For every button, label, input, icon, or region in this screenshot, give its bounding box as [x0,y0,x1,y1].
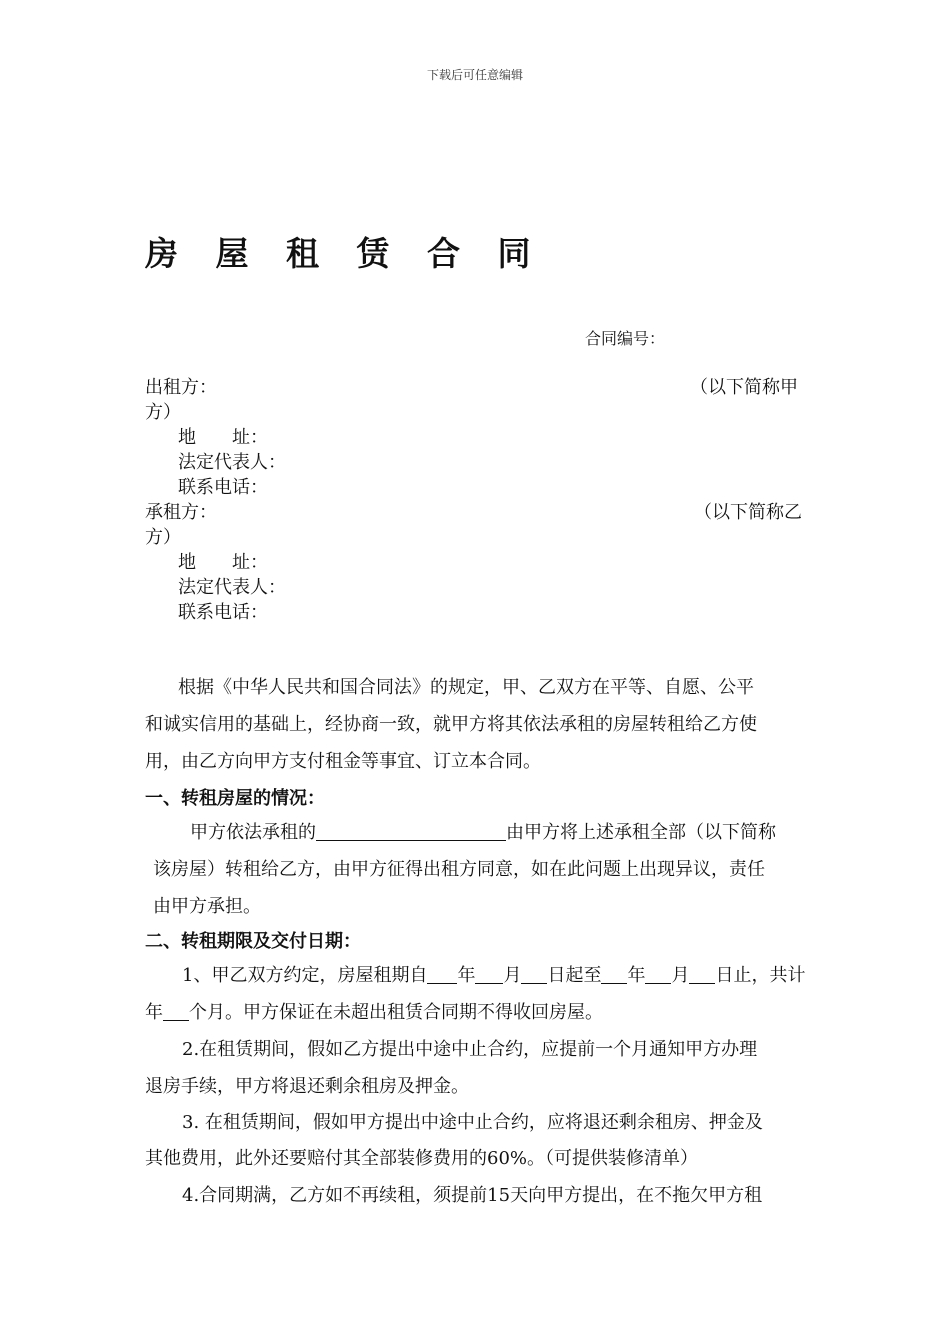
section-1-text: 由甲方将上述承租全部（以下简称 [506,822,776,843]
contract-number-label: 合同编号： [585,329,666,348]
clause-2-line: 退房手续，甲方将退还剩余租房及押金。 [145,1076,469,1097]
clause-text: 个月。甲方保证在未超出租赁合同期不得收回房屋。 [189,1002,603,1023]
clause-3-line: 其他费用，此外还要赔付其全部装修费用的60%。（可提供装修清单） [145,1148,699,1169]
contract-title: 房 屋 租 赁 合 同 [145,234,544,273]
lessee-alias-suffix: （以下简称乙 [694,502,802,523]
fill-blank [689,964,715,984]
fill-blank [427,964,457,984]
intro-line: 和诚实信用的基础上，经协商一致，就甲方将其依法承租的房屋转租给乙方使 [145,714,757,735]
intro-line: 根据《中华人民共和国合同法》的规定，甲、乙双方在平等、自愿、公平 [178,677,754,698]
lessor-label: 出租方： [145,377,217,398]
clause-text: 月 [671,965,690,986]
fill-blank [475,964,503,984]
lessor-phone-label: 联系电话： [178,477,268,498]
section-1-heading: 一、转租房屋的情况： [145,788,325,809]
clause-4-line: 4.合同期满，乙方如不再续租，须提前15天向甲方提出，在不拖欠甲方租 [182,1185,763,1206]
clause-text: 1、甲乙双方约定，房屋租期自 [182,965,428,986]
clause-text: 年 [457,965,476,986]
section-1-line: 该房屋）转租给乙方，由甲方征得出租方同意，如在此问题上出现异议，责任 [153,859,765,880]
clause-1-line [145,998,603,1024]
section-1-text: 甲方依法承租的 [190,822,316,843]
clause-text: 月 [503,965,522,986]
clause-text: 年 [627,965,646,986]
lessee-label: 承租方： [145,502,217,523]
clause-text: 日止，共计 [715,965,806,986]
fill-blank [163,1001,189,1021]
lessee-legal-rep-label: 法定代表人： [178,577,286,598]
lessor-address-label: 地 址： [178,427,268,448]
fill-blank [521,964,547,984]
section-2-heading: 二、转租期限及交付日期： [145,931,361,952]
lessee-address-label: 地 址： [178,552,268,573]
page-header-note: 下载后可任意编辑 [426,68,523,82]
section-1-line: 由甲方承担。 [153,896,261,917]
intro-line: 用，由乙方向甲方支付租金等事宜、订立本合同。 [145,751,541,772]
lessor-legal-rep-label: 法定代表人： [178,452,286,473]
lessee-alias-suffix-end: 方） [145,527,181,548]
clause-2-line: 2.在租赁期间，假如乙方提出中途中止合约，应提前一个月通知甲方办理 [182,1039,758,1060]
clause-1-line [182,961,805,987]
clause-3-line: 3. 在租赁期间，假如甲方提出中途中止合约，应将退还剩余租房、押金及 [182,1112,763,1133]
fill-blank [645,964,671,984]
clause-text: 年 [145,1002,163,1023]
lessor-alias-suffix: （以下简称甲 [690,377,798,398]
lessor-alias-suffix-end: 方） [145,402,181,423]
fill-blank [316,821,506,841]
lessee-phone-label: 联系电话： [178,602,268,623]
clause-text: 日起至 [547,965,602,986]
section-1-line [190,818,776,844]
fill-blank [601,964,627,984]
